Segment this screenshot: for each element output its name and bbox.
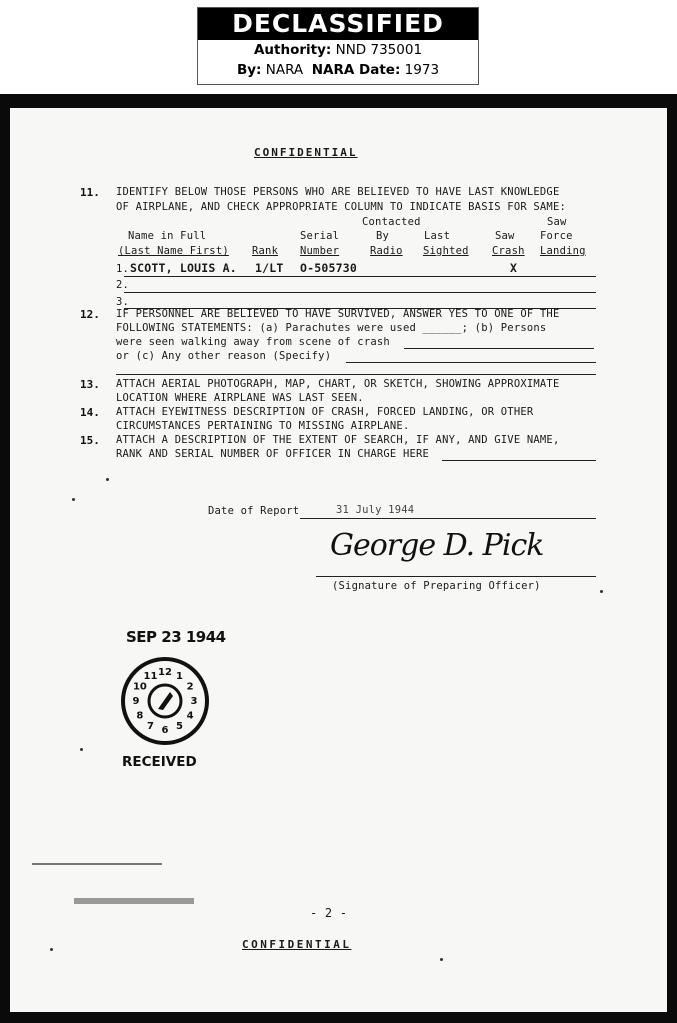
clock-hand [158, 692, 173, 710]
row-number: 1. [116, 263, 130, 275]
document-paper [10, 108, 667, 1012]
authority-value: NND 735001 [335, 42, 423, 58]
nara-date-label: NARA Date: [311, 62, 401, 78]
col-serial-subheader: Number [300, 245, 340, 257]
item-13-line2: LOCATION WHERE AIRPLANE WAS LAST SEEN. [116, 392, 364, 404]
clock-numeral: 11 [143, 670, 158, 682]
report-date-value: 31 July 1944 [336, 504, 415, 516]
faded-stamp-block [74, 898, 194, 904]
row-crash-mark: X [510, 261, 518, 275]
scan-speck [80, 748, 83, 751]
clock-numeral: 5 [176, 721, 183, 733]
report-date-line [300, 518, 596, 519]
col-name-subheader: (Last Name First) [118, 245, 229, 257]
clock-numeral: 1 [176, 670, 183, 682]
scan-speck [50, 948, 53, 951]
clock-numeral: 6 [161, 725, 169, 736]
clock-numeral: 3 [190, 696, 198, 707]
scan-speck [106, 478, 109, 481]
col-crash-header: Saw [495, 230, 515, 242]
footer-confidential: CONFIDENTIAL [242, 938, 352, 951]
clock-numeral: 8 [136, 710, 144, 722]
clock-numeral: 2 [186, 681, 194, 693]
item-12-line3: were seen walking away from scene of crash [116, 336, 390, 348]
col-radio-header: By [376, 230, 390, 242]
item-14-number: 14. [80, 406, 100, 419]
item-14-line1: ATTACH EYEWITNESS DESCRIPTION OF CRASH, FORCED LANDING, OR OTHER [116, 406, 534, 418]
clock-numeral: 7 [147, 721, 154, 733]
item-11-line2: OF AIRPLANE, AND CHECK APPROPRIATE COLUMN TO INDICATE BASIS FOR SAME: [116, 201, 566, 213]
col-radio-subheader: Radio [370, 245, 403, 257]
report-date-label: Date of Report [208, 505, 300, 517]
by-label: By: [236, 62, 262, 78]
clock-numeral: 10 [132, 681, 147, 693]
row-rank: 1/LT [255, 261, 284, 275]
nara-date-value: 1973 [404, 62, 440, 78]
clock-numeral: 4 [186, 710, 194, 722]
declassified-title: DECLASSIFIED [198, 8, 478, 40]
item-15-line1: ATTACH A DESCRIPTION OF THE EXTENT OF SEARCH, IF ANY, AND GIVE NAME, [116, 434, 560, 446]
row-line [124, 276, 596, 277]
page-number: - 2 - [310, 906, 348, 920]
item-11-line1: IDENTIFY BELOW THOSE PERSONS WHO ARE BELIEVED TO HAVE LAST KNOWLEDGE [116, 186, 560, 198]
item-12-number: 12. [80, 308, 100, 321]
item-15-number: 15. [80, 434, 100, 447]
by-line [198, 60, 478, 80]
stamp-date: SEP 23 1944 [126, 628, 226, 646]
col-serial-header: Serial [300, 230, 340, 242]
item-14-line2: CIRCUMSTANCES PERTAINING TO MISSING AIRPLANE. [116, 420, 410, 432]
contacted-header: Contacted [362, 216, 421, 228]
row-number: 2. [116, 279, 130, 291]
authority-label: Authority: [253, 42, 332, 58]
stamp-received: RECEIVED [122, 754, 197, 770]
signature-line [316, 576, 596, 577]
officer-line [442, 460, 596, 461]
saw-top-header: Saw [547, 216, 567, 228]
item-13-line1: ATTACH AERIAL PHOTOGRAPH, MAP, CHART, OR SKETCH, SHOWING APPROXIMATE [116, 378, 560, 390]
scan-speck [600, 590, 603, 593]
officer-signature: George D. Pick [330, 528, 544, 563]
col-name-header: Name in Full [128, 230, 207, 242]
col-force-header: Force [540, 230, 573, 242]
scanned-page [0, 94, 677, 1023]
row-number: 3. [116, 296, 130, 308]
item-13-number: 13. [80, 378, 100, 391]
clock-numeral: 12 [158, 667, 172, 678]
faded-stamp-line [32, 863, 162, 865]
signature-label: (Signature of Preparing Officer) [332, 580, 541, 592]
header-confidential: CONFIDENTIAL [254, 146, 358, 159]
col-sighted-header: Last [424, 230, 451, 242]
crash-walk-line [404, 348, 594, 349]
col-force-subheader: Landing [540, 245, 586, 257]
item-11-number: 11. [80, 186, 100, 199]
scan-speck [440, 958, 443, 961]
item-15-line2: RANK AND SERIAL NUMBER OF OFFICER IN CHARGE HERE [116, 448, 430, 460]
item-12-line1: IF PERSONNEL ARE BELIEVED TO HAVE SURVIVED, ANSWER YES TO ONE OF THE [116, 308, 560, 320]
authority-line [198, 40, 478, 60]
row-serial: O-505730 [300, 261, 357, 275]
row-name: SCOTT, LOUIS A. [130, 261, 237, 275]
by-value: NARA [265, 62, 304, 78]
row-line [124, 292, 596, 293]
clock-numeral: 9 [132, 696, 140, 707]
declassified-banner [197, 7, 479, 85]
col-rank-header: Rank [252, 245, 279, 257]
col-sighted-subheader: Sighted [423, 245, 469, 257]
received-clock-stamp [118, 654, 212, 748]
other-reason-line [346, 362, 596, 363]
scan-speck [72, 498, 75, 501]
other-reason-line-2 [116, 374, 596, 375]
col-crash-subheader: Crash [492, 245, 525, 257]
item-12-line2: FOLLOWING STATEMENTS: (a) Parachutes were used ______; (b) Persons [116, 322, 547, 334]
item-12-line4: or (c) Any other reason (Specify) [116, 350, 332, 362]
